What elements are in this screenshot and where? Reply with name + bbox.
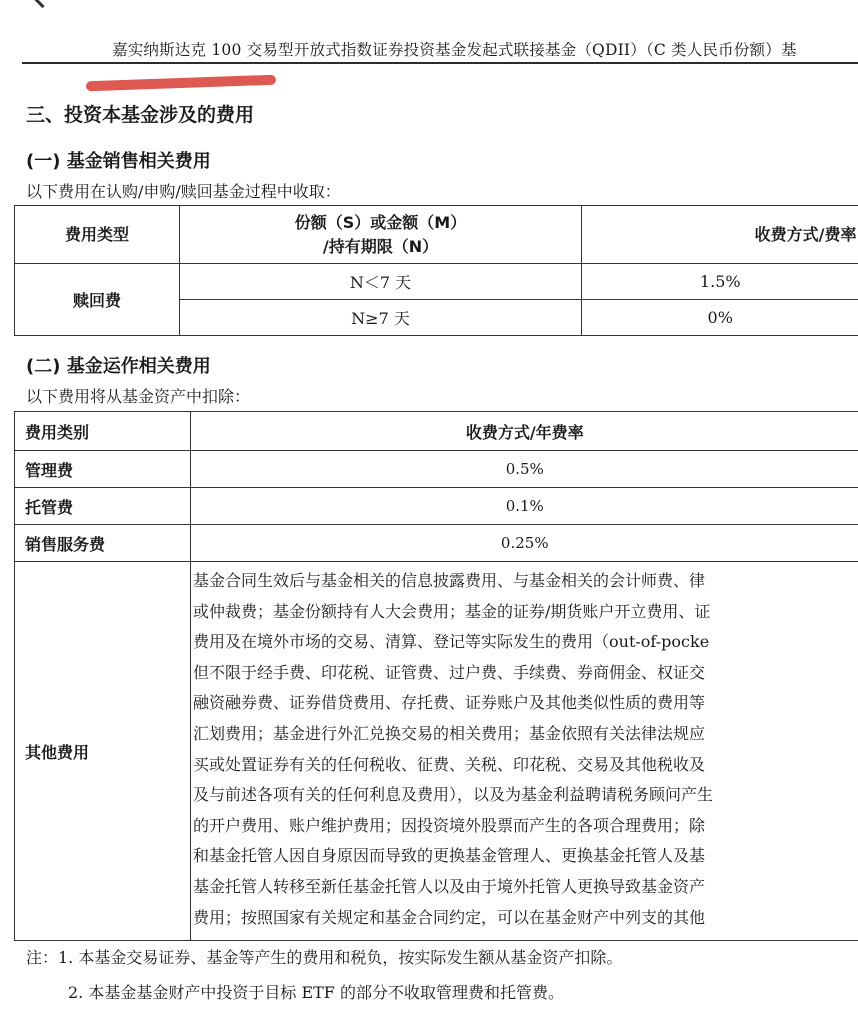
col-header-fee: 收费方式/费率 (582, 206, 858, 264)
redemption-fee-label: 赎回费 (15, 264, 180, 336)
operation-fees-heading: (二) 基金运作相关费用 (26, 356, 211, 377)
col-header-rate: 收费方式/年费率 (191, 412, 858, 451)
note-1: 注：1. 本基金交易证券、基金等产生的费用和税负，按实际发生额从基金资产扣除。 (26, 948, 623, 967)
other-fees-label: 其他费用 (15, 562, 191, 941)
table-row (15, 264, 858, 300)
other-fees-line: 的开户费用、账户维护费用；因投资境外股票而产生的各项合理费用；除 (193, 815, 706, 835)
annual-rate-cell: 0.25% (191, 525, 858, 562)
sales-fees-intro: 以下费用在认购/申购/赎回基金过程中收取： (26, 182, 341, 201)
table-row (15, 488, 858, 525)
other-fees-description (191, 562, 858, 941)
holding-period-cell: N＜7 天 (180, 264, 582, 300)
col-header-range (180, 206, 582, 264)
sales-fees-heading: (一) 基金销售相关费用 (26, 151, 211, 172)
annual-rate-cell: 0.1% (191, 488, 858, 525)
operation-fees-table (14, 411, 858, 941)
other-fees-line: 及与前述各项有关的任何利息及费用），以及为基金利益聘请税务顾问产生 (193, 785, 714, 805)
table-row (15, 562, 858, 941)
other-fees-line: 和基金托管人因自身原因而导致的更换基金管理人、更换基金托管人及基 (193, 846, 706, 866)
sales-fees-table (14, 205, 858, 336)
col-header-category: 费用类别 (15, 412, 191, 451)
operation-fees-intro: 以下费用将从基金资产中扣除： (26, 387, 251, 406)
table-row (15, 525, 858, 562)
document-header-title: 嘉实纳斯达克 100 交易型开放式指数证券投资基金发起式联接基金（QDII）（C 类人民币份额）基 (112, 41, 797, 59)
table-header-row (15, 412, 858, 451)
other-fees-line: 买或处置证券有关的任何税收、征费、关税、印花税、交易及其他税收及 (193, 754, 706, 774)
other-fees-line: 汇划费用；基金进行外汇兑换交易的相关费用；基金依照有关法律法规应 (193, 723, 706, 743)
fee-rate-cell: 0% (582, 300, 858, 336)
table-row (15, 451, 858, 488)
back-chevron-icon[interactable] (25, 0, 60, 8)
other-fees-line: 费用；按照国家有关规定和基金合同约定，可以在基金财产中列支的其他 (193, 907, 706, 927)
other-fees-line: 但不限于经手费、印花税、证管费、过户费、手续费、券商佣金、权证交 (193, 662, 706, 682)
header-divider (22, 62, 858, 64)
other-fees-line: 或仲裁费；基金份额持有人大会费用；基金的证券/期货账户开立费用、证 (193, 601, 711, 621)
section-title: 三、投资本基金涉及的费用 (26, 104, 255, 126)
other-fees-line: 基金托管人转移至新任基金托管人以及由于境外托管人更换导致基金资产 (193, 876, 706, 896)
fee-category-cell: 托管费 (15, 488, 191, 525)
other-fees-line: 融资融券费、证券借贷费用、存托费、证券账户及其他类似性质的费用等 (193, 693, 706, 713)
annual-rate-cell: 0.5% (191, 451, 858, 488)
holding-period-cell: N≥7 天 (180, 300, 582, 336)
table-header-row (15, 206, 858, 264)
col-header-fee-type: 费用类型 (15, 206, 180, 264)
red-highlight-mark (86, 75, 276, 92)
col-header-range-line1: 份额（S）或金额（M） (294, 212, 467, 232)
col-header-range-line2: /持有期限（N） (322, 236, 439, 256)
other-fees-line: 基金合同生效后与基金相关的信息披露费用、与基金相关的会计师费、律 (193, 571, 706, 590)
fee-rate-cell: 1.5% (582, 264, 858, 300)
other-fees-line: 费用及在境外市场的交易、清算、登记等实际发生的费用（out-of-pocke (193, 632, 710, 652)
fee-category-cell: 销售服务费 (15, 525, 191, 562)
fee-category-cell: 管理费 (15, 451, 191, 488)
note-2: 2. 本基金基金财产中投资于目标 ETF 的部分不收取管理费和托管费。 (68, 983, 564, 1002)
